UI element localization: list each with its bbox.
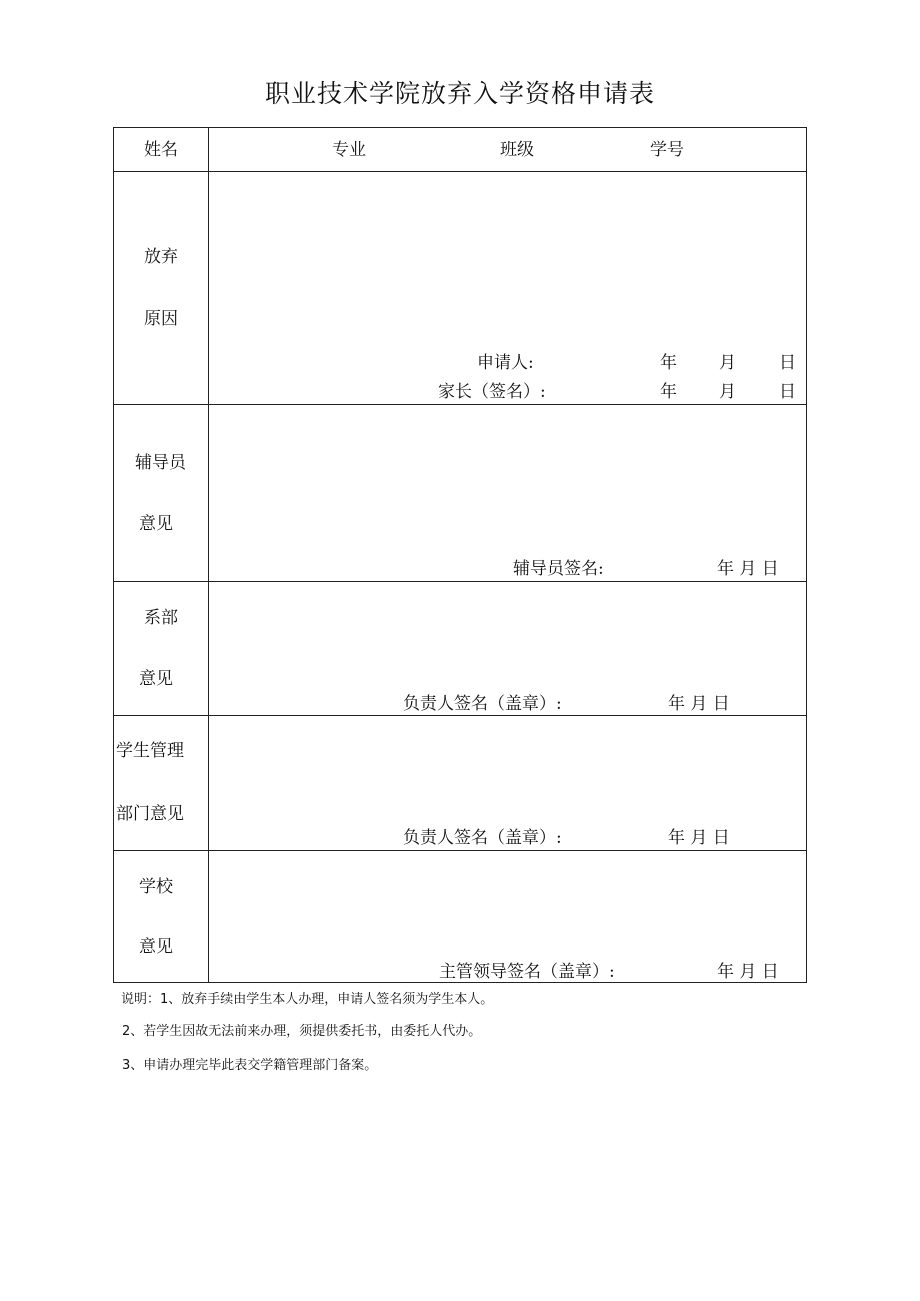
parent-day-label: 日 bbox=[779, 382, 796, 402]
parent-month-label: 月 bbox=[719, 382, 736, 402]
applicant-year-label: 年 bbox=[660, 353, 677, 373]
major-label: 专业 bbox=[332, 140, 366, 160]
school-label-line1: 学校 bbox=[139, 877, 173, 897]
school-label-line2: 意见 bbox=[139, 937, 173, 957]
form-title: 职业技术学院放弃入学资格申请表 bbox=[264, 79, 655, 108]
applicant-day-label: 日 bbox=[779, 353, 796, 373]
counselor-signature-label: 辅导员签名: bbox=[513, 559, 604, 579]
school-signature-label: 主管领导签名（盖章）: bbox=[439, 962, 615, 982]
applicant-month-label: 月 bbox=[719, 353, 736, 373]
name-label: 姓名 bbox=[144, 140, 178, 160]
counselor-label-line1: 辅导员 bbox=[135, 453, 186, 473]
department-label-line2: 意见 bbox=[139, 669, 173, 689]
row-divider bbox=[114, 404, 806, 405]
note-line-2: 2、若学生因故无法前来办理，须提供委托书，由委托人代办。 bbox=[122, 1024, 482, 1039]
student-id-label: 学号 bbox=[650, 140, 684, 160]
department-label-line1: 系部 bbox=[144, 608, 178, 628]
department-date-label: 年 月 日 bbox=[668, 694, 730, 714]
counselor-date-label: 年 月 日 bbox=[717, 559, 779, 579]
department-signature-label: 负责人签名（盖章）: bbox=[403, 694, 562, 714]
student-affairs-label-line2: 部门意见 bbox=[116, 804, 184, 824]
label-column-divider bbox=[208, 128, 209, 982]
row-divider bbox=[114, 171, 806, 172]
reason-label-line1: 放弃 bbox=[144, 247, 178, 267]
school-date-label: 年 月 日 bbox=[717, 962, 779, 982]
class-label: 班级 bbox=[500, 140, 534, 160]
student-affairs-signature-label: 负责人签名（盖章）: bbox=[403, 828, 562, 848]
parent-year-label: 年 bbox=[660, 382, 677, 402]
application-form-table bbox=[113, 127, 807, 983]
student-affairs-label-line1: 学生管理 bbox=[116, 741, 184, 761]
applicant-signature-label: 申请人: bbox=[477, 353, 534, 373]
counselor-label-line2: 意见 bbox=[139, 514, 173, 534]
row-divider bbox=[114, 581, 806, 582]
row-divider bbox=[114, 715, 806, 716]
parent-signature-label: 家长（签名）: bbox=[438, 382, 546, 402]
row-divider bbox=[114, 850, 806, 851]
note-line-3: 3、申请办理完毕此表交学籍管理部门备案。 bbox=[122, 1058, 378, 1073]
note-line-1: 说明：1、放弃手续由学生本人办理，申请人签名须为学生本人。 bbox=[121, 992, 494, 1007]
student-affairs-date-label: 年 月 日 bbox=[668, 828, 730, 848]
reason-label-line2: 原因 bbox=[144, 309, 178, 329]
